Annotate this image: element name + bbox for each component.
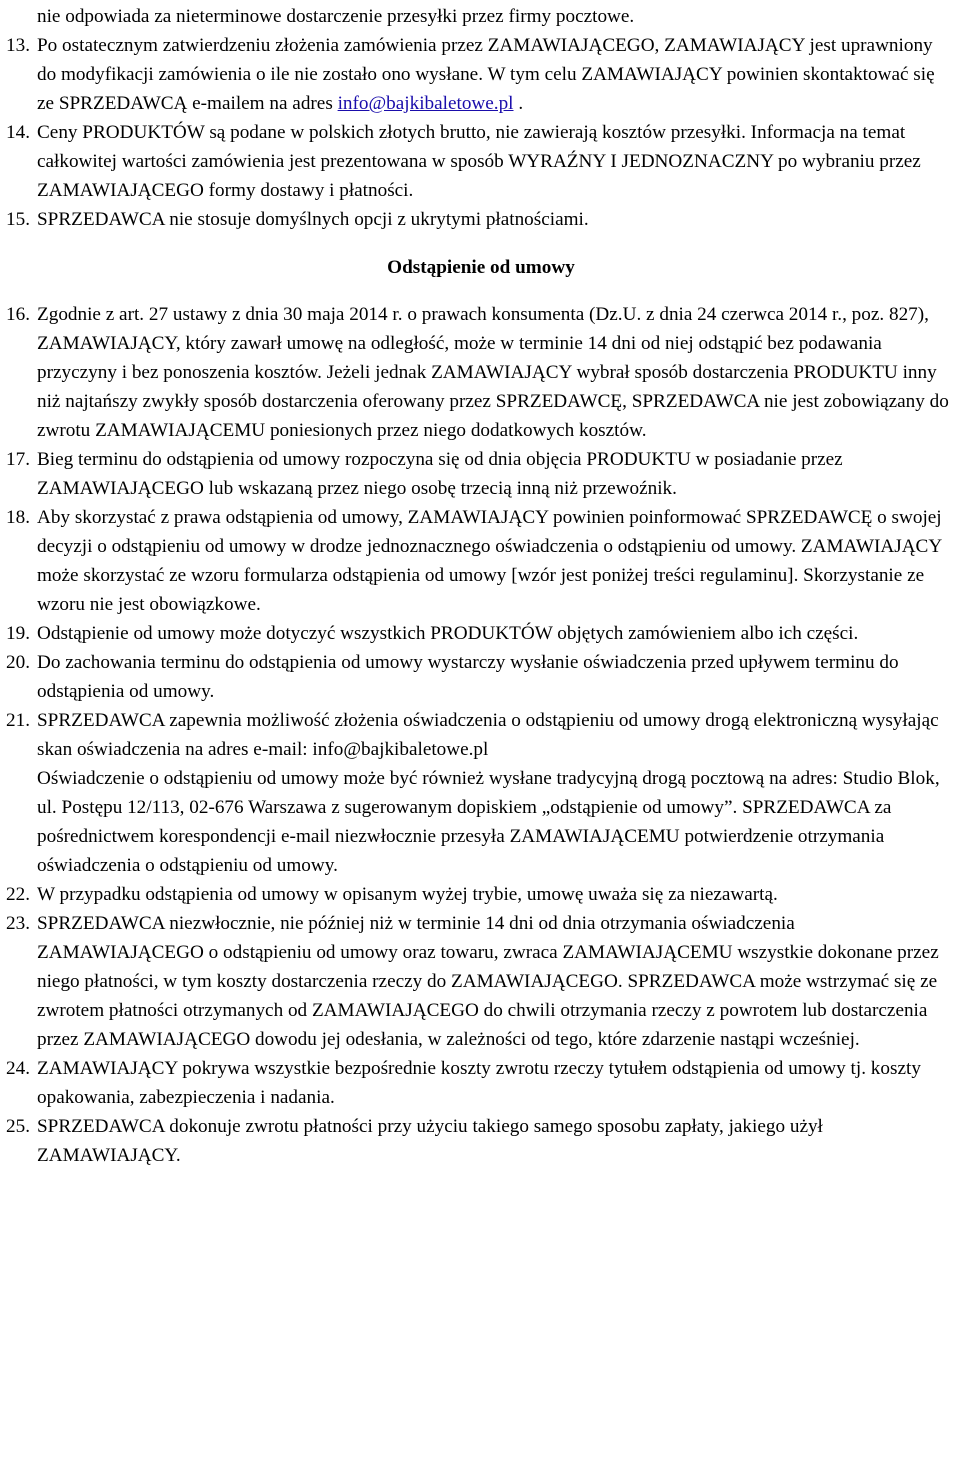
item-number: 14.: [6, 122, 30, 143]
item-number: 22.: [6, 884, 30, 905]
item-text: SPRZEDAWCA zapewnia możliwość złożenia oświadczenia o odstąpieniu od umowy drogą elektroniczną wysyłając skan oświadczenia na adres e-mail: info@bajkibaletowe.pl: [37, 710, 939, 760]
item-text: SPRZEDAWCA dokonuje zwrotu płatności przy użyciu takiego samego sposobu zapłaty, jakiego użył ZAMAWIAJĄCY.: [37, 1116, 823, 1166]
item-text: Bieg terminu do odstąpienia od umowy rozpoczyna się od dnia objęcia PRODUKTU w posiadanie przez ZAMAWIAJĄCEGO lub wskazaną przez niego osobę trzecią inną niż przewoźnik.: [37, 449, 843, 499]
list-item-17: [8, 445, 954, 503]
list-item-18: [8, 503, 954, 619]
list-item-25: [8, 1112, 954, 1170]
item-text: Odstąpienie od umowy może dotyczyć wszystkich PRODUKTÓW objętych zamówieniem albo ich części.: [37, 623, 859, 644]
list-item-21: [8, 706, 954, 764]
item-text: Aby skorzystać z prawa odstąpienia od umowy, ZAMAWIAJĄCY powinien poinformować SPRZEDAWCĘ o swojej decyzji o odstąpieniu od umowy w drodze jednoznacznego oświadczenia o odstąpieniu od umowy. ZAMAWIAJĄCY może skorzystać ze wzoru formularza odstąpienia od umowy [wzór jest poniżej treści regulaminu]. Skorzystanie ze wzoru nie jest obowiązkowe.: [37, 507, 942, 615]
item-text: Zgodnie z art. 27 ustawy z dnia 30 maja 2014 r. o prawach konsumenta (Dz.U. z dnia 24 czerwca 2014 r., poz. 827), ZAMAWIAJĄCY, który zawarł umowę na odległość, może w terminie 14 dni od niej odstąpić bez podawania przyczyny i bez ponoszenia kosztów. Jeżeli jednak ZAMAWIAJĄCY wybrał sposób dostarczenia PRODUKTU inny niż najtańszy zwykły sposób dostarczenia oferowany przez SPRZEDAWCĘ, SPRZEDAWCA nie jest zobowiązany do zwrotu ZAMAWIAJĄCEMU poniesionych przez niego dodatkowych kosztów.: [37, 304, 949, 441]
item-number: 19.: [6, 623, 30, 644]
list-item-15: [8, 205, 954, 234]
list-item-13: [8, 31, 954, 118]
list-item-22: [8, 880, 954, 909]
list-item-20: [8, 648, 954, 706]
item-text: SPRZEDAWCA nie stosuje domyślnych opcji z ukrytymi płatnościami.: [37, 209, 589, 230]
list-item-14: [8, 118, 954, 205]
item-number: 24.: [6, 1058, 30, 1079]
item-number: 25.: [6, 1116, 30, 1137]
list-item-19: [8, 619, 954, 648]
continuation-line: nie odpowiada za nieterminowe dostarczenie przesyłki przez firmy pocztowe.: [37, 6, 635, 27]
list-item-21-continuation: Oświadczenie o odstąpieniu od umowy może być również wysłane tradycyjną drogą pocztową na adres: Studio Blok, ul. Postępu 12/113, 02-676 Warszawa z sugerowanym dopiskiem „odstąpienie od umowy”. SPRZEDAWCA za pośrednictwem korespondencji e-mail niezwłocznie przesyła ZAMAWIAJĄCEMU potwierdzenie otrzymania oświadczenia o odstąpieniu od umowy.: [37, 768, 940, 876]
item-number: 18.: [6, 507, 30, 528]
item-text: Ceny PRODUKTÓW są podane w polskich złotych brutto, nie zawierają kosztów przesyłki. Informacja na temat całkowitej wartości zamówienia jest prezentowana w sposób WYRAŹNY I JEDNOZNACZNY po wybraniu przez ZAMAWIAJĄCEGO formy dostawy i płatności.: [37, 122, 921, 201]
item-text: Do zachowania terminu do odstąpienia od umowy wystarczy wysłanie oświadczenia przed upływem terminu do odstąpienia od umowy.: [37, 652, 899, 702]
email-link[interactable]: info@bajkibaletowe.pl: [337, 93, 514, 114]
list-item-24: [8, 1054, 954, 1112]
item-number: 20.: [6, 652, 30, 673]
item-number: 17.: [6, 449, 30, 470]
item-text: W przypadku odstąpienia od umowy w opisanym wyżej trybie, umowę uważa się za niezawartą.: [37, 884, 778, 905]
list-item-16: [8, 300, 954, 445]
list-item-23: [8, 909, 954, 1054]
item-number: 23.: [6, 913, 30, 934]
section-heading: Odstąpienie od umowy: [387, 257, 575, 278]
item-number: 16.: [6, 304, 30, 325]
item-number: 13.: [6, 35, 30, 56]
item-text: Po ostatecznym zatwierdzeniu złożenia zamówienia przez ZAMAWIAJĄCEGO, ZAMAWIAJĄCY jest uprawniony do modyfikacji zamówienia o ile nie zostało ono wysłane. W tym celu ZAMAWIAJĄCY powinien skontaktować się ze SPRZEDAWCĄ e-mailem na adres: [37, 35, 935, 114]
item-text-end: .: [513, 93, 524, 114]
item-text: SPRZEDAWCA niezwłocznie, nie później niż w terminie 14 dni od dnia otrzymania oświadczenia ZAMAWIAJĄCEGO o odstąpieniu od umowy oraz towaru, zwraca ZAMAWIAJĄCEMU wszystkie dokonane przez niego płatności, w tym koszty dostarczenia rzeczy do ZAMAWIAJĄCEGO. SPRZEDAWCA może wstrzymać się ze zwrotem płatności otrzymanych od ZAMAWIAJĄCEGO do chwili otrzymania rzeczy z powrotem lub dostarczenia przez ZAMAWIAJĄCEGO dowodu jej odesłania, w zależności od tego, które zdarzenie nastąpi wcześniej.: [37, 913, 939, 1050]
item-text: ZAMAWIAJĄCY pokrywa wszystkie bezpośrednie koszty zwrotu rzeczy tytułem odstąpienia od umowy tj. koszty opakowania, zabezpieczenia i nadania.: [37, 1058, 921, 1108]
item-number: 21.: [6, 710, 30, 731]
item-number: 15.: [6, 209, 30, 230]
